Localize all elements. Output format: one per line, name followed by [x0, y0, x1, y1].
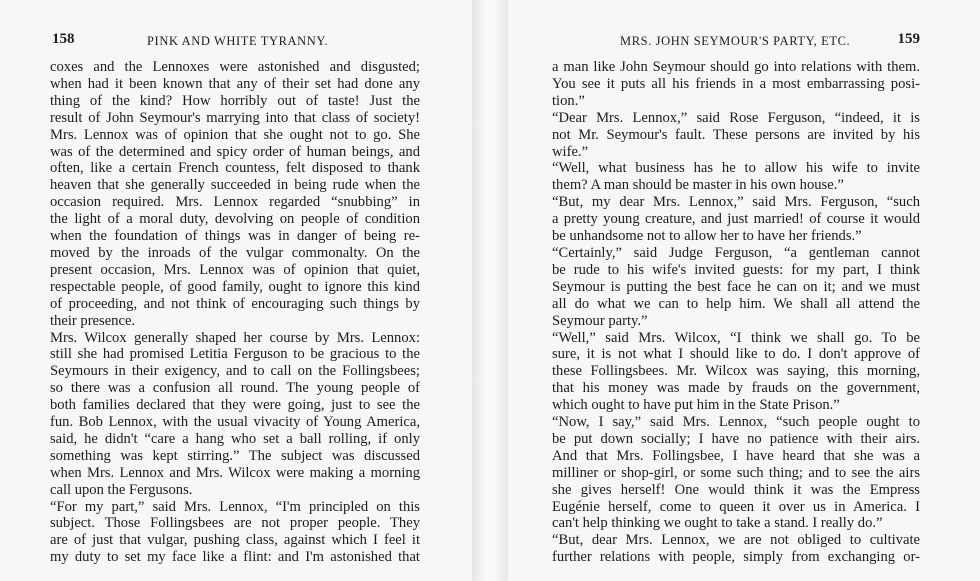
page-number: 159	[897, 31, 920, 47]
right-page	[508, 0, 980, 581]
text-line: “Well, what business has he to allow his wife to invite	[552, 160, 920, 177]
text-line: present occasion, Mrs. Lennox was of opinion that quiet,	[50, 261, 420, 278]
body-text	[552, 59, 920, 566]
running-head: PINK AND WHITE TYRANNY.	[147, 34, 329, 48]
text-line: Eugénie herself, come to queen it over us in America. I	[552, 498, 920, 515]
text-line: Mrs. Lennox was of opinion that she ought not to go. She	[50, 126, 420, 143]
text-line: call upon the Fergusons.	[50, 481, 193, 498]
text-line: milliner or shop-girl, or some such thing; and to see the airs	[552, 464, 920, 481]
text-line: Seymour party.”	[552, 312, 648, 329]
text-line: when Mrs. Lennox and Mrs. Wilcox were making a morning	[50, 464, 420, 481]
text-line: “For my part,” said Mrs. Lennox, “I'm principled on this	[50, 498, 420, 515]
text-line: which ought to have put him in the State Prison.”	[552, 397, 840, 414]
text-line: that his money was made by frauds on the government,	[552, 380, 920, 397]
text-line: of proceeding, and not think of encouraging such things by	[50, 295, 420, 312]
text-line: tion.”	[552, 92, 585, 109]
running-head: MRS. JOHN SEYMOUR'S PARTY, ETC.	[620, 34, 851, 48]
text-line: when had it been known that any of their set had done any	[50, 75, 420, 92]
text-line: fun. Bob Lennox, with the usual vivacity of Young America,	[50, 414, 420, 431]
text-line: Mrs. Wilcox generally shaped her course by Mrs. Lennox:	[50, 329, 420, 346]
text-line: thing of the kind? How horribly out of taste! Just the	[50, 92, 420, 109]
text-line: heaven that she generally succeeded in being rude when the	[50, 177, 420, 194]
text-line: often, like a certain French countess, felt disposed to thank	[50, 160, 420, 177]
text-line: said, he didn't “care a hang who set a ball rolling, if only	[50, 430, 420, 447]
text-line: be rude to his wife's invited guests: for my part, I think	[552, 261, 920, 278]
text-line: occasion required. Mrs. Lennox regarded “snubbing” in	[50, 194, 420, 211]
text-line: not Mr. Seymour's fault. These persons are invited by his	[552, 126, 920, 143]
text-line: wife.”	[552, 143, 589, 160]
text-line: these Follingsbees. Mr. Wilcox was saying, this morning,	[552, 363, 920, 380]
text-line: them? A man should be master in his own house.”	[552, 177, 844, 194]
text-line: result of John Seymour's marrying into that class of society!	[50, 109, 420, 126]
book-gutter	[472, 0, 508, 581]
text-line: And that Mrs. Follingsbee, I have heard that she was a	[552, 447, 920, 464]
text-line: my duty to set my face like a flint: and I'm astonished that	[50, 549, 420, 566]
text-line: a pretty young creature, and just married! of course it would	[552, 211, 920, 228]
text-line: “Well,” said Mrs. Wilcox, “I think we shall go. To be	[552, 329, 920, 346]
text-line: subject. Those Follingsbees are not proper people. They	[50, 515, 420, 532]
text-line: a man like John Seymour should go into relations with them.	[552, 59, 920, 75]
text-line: “Now, I say,” said Mrs. Lennox, “such people ought to	[552, 414, 920, 431]
text-line: both families declared that they were going, just to see the	[50, 397, 420, 414]
text-line: respectable people, of good family, ought to ignore this kind	[50, 278, 420, 295]
text-line: all do what we can to help him. We shall all attend the	[552, 295, 920, 312]
text-line: are of just that vulgar, pushing class, against which I feel it	[50, 532, 420, 549]
text-line: can't help thinking we ought to take a stand. I really do.”	[552, 515, 883, 532]
text-line: “Dear Mrs. Lennox,” said Rose Ferguson, “indeed, it is	[552, 109, 920, 126]
text-line: Seymour is putting the best face he can on it; and we must	[552, 278, 920, 295]
text-line: “But, my dear Mrs. Lennox,” said Mrs. Ferguson, “such	[552, 194, 920, 211]
text-line: their presence.	[50, 312, 136, 329]
text-line: “Certainly,” said Judge Ferguson, “a gentleman cannot	[552, 244, 920, 261]
text-line: the light of a moral duty, devolving on people of condition	[50, 211, 420, 228]
text-line: she gives herself! One would think it was the Empress	[552, 481, 920, 498]
page-number: 158	[52, 31, 75, 47]
text-line: Seymours in their exigency, and to call on the Follingsbees;	[50, 363, 420, 380]
text-line: be put down socially; I have no patience with their airs.	[552, 430, 920, 447]
text-line: further relations with people, simply from exchanging or-	[552, 549, 920, 566]
text-line: coxes and the Lennoxes were astonished and disgusted;	[50, 59, 420, 75]
text-line: still she had promised Letitia Ferguson to be gracious to the	[50, 346, 420, 363]
body-text	[50, 59, 420, 566]
text-line: “But, dear Mrs. Lennox, we are not obliged to cultivate	[552, 532, 920, 549]
text-line: be unhandsome not to allow her to have her friends.”	[552, 228, 862, 245]
text-line: moved by the inroads of the vulgar commonalty. On the	[50, 244, 420, 261]
text-line: was of the determined and spicy order of human beings, and	[50, 143, 420, 160]
text-line: so there was a confusion all round. The young people of	[50, 380, 420, 397]
text-line: when the foundation of things was in danger of being re-	[50, 228, 420, 245]
text-line: sure, it is not what I should like to do. I don't approve of	[552, 346, 920, 363]
text-line: You see it puts all his friends in a most embarrassing posi-	[552, 75, 920, 92]
text-line: something was kept stirring.” The subject was discussed	[50, 447, 420, 464]
left-page	[0, 0, 472, 581]
